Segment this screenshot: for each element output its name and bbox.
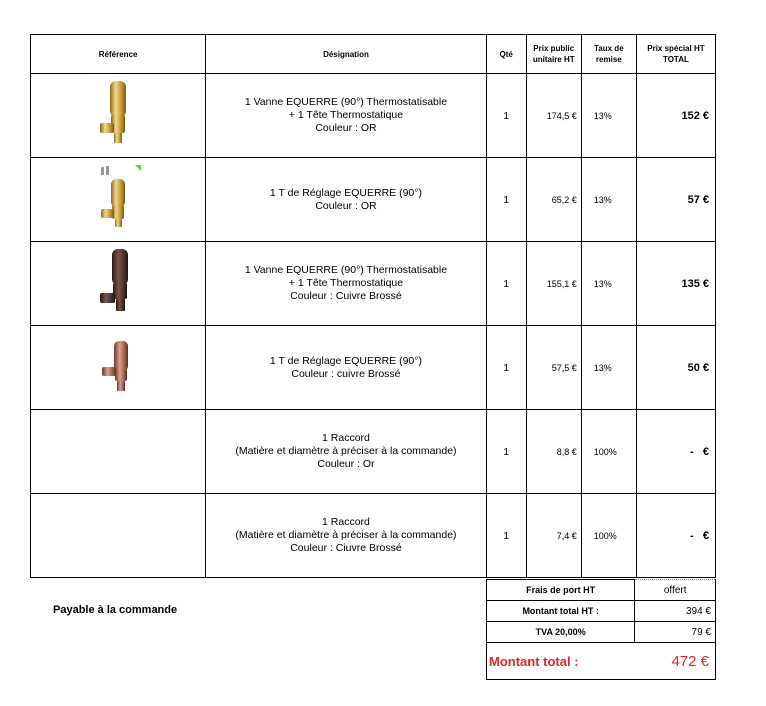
qty-cell: 1 (486, 158, 526, 242)
product-image-cell (31, 158, 206, 242)
header-total: Prix spécial HT TOTAL (636, 35, 715, 74)
total-cell: 57 € (636, 158, 715, 242)
taux-cell: 13% (581, 242, 636, 326)
table-row (31, 158, 716, 242)
designation-cell: 1 Vanne EQUERRE (90°) Thermostatisable + 1 Tête Thermostatique Couleur : OR (206, 74, 486, 158)
prix-cell: 65,2 € (526, 158, 581, 242)
summary-table (486, 579, 716, 680)
designation-cell: 1 T de Réglage EQUERRE (90°) Couleur : OR (206, 158, 486, 242)
grand-total-value: 472 € (635, 643, 716, 680)
dark-copper-thermostatic-valve-icon (96, 247, 140, 315)
header-row (31, 35, 716, 74)
total-cell: - € (636, 494, 715, 578)
header-designation: Désignation (206, 35, 486, 74)
designation-cell: 1 T de Réglage EQUERRE (90°) Couleur : cuivre Brossé (206, 326, 486, 410)
taux-cell: 100% (581, 494, 636, 578)
table-row (31, 410, 716, 494)
header-reference: Référence (31, 35, 206, 74)
qty-cell: 1 (486, 494, 526, 578)
subtotal-value: 394 € (635, 601, 716, 622)
prix-cell: 155,1 € (526, 242, 581, 326)
product-image-cell (31, 242, 206, 326)
quote-table (30, 34, 716, 578)
qty-cell: 1 (486, 410, 526, 494)
total-cell: 50 € (636, 326, 715, 410)
brass-thermostatic-valve-icon (98, 79, 138, 147)
copper-lockshield-valve-icon (96, 335, 140, 395)
table-row (31, 326, 716, 410)
payable-note: Payable à la commande (53, 604, 178, 616)
taux-cell: 13% (581, 74, 636, 158)
header-taux: Taux de remise (581, 35, 636, 74)
taux-cell: 100% (581, 410, 636, 494)
designation-cell: 1 Raccord (Matière et diamètre à préciser à la commande) Couleur : Or (206, 410, 486, 494)
brass-lockshield-valve-icon (93, 163, 143, 231)
tva-value: 79 € (635, 622, 716, 643)
designation-cell: 1 Raccord (Matière et diamètre à préciser à la commande) Couleur : Ciuvre Brossé (206, 494, 486, 578)
qty-cell: 1 (486, 242, 526, 326)
product-image-cell (31, 494, 206, 578)
total-cell: 135 € (636, 242, 715, 326)
table-row (31, 242, 716, 326)
total-cell: 152 € (636, 74, 715, 158)
subtotal-label: Montant total HT : (487, 601, 635, 622)
tva-row (487, 622, 716, 643)
tva-label: TVA 20,00% (487, 622, 635, 643)
shipping-row (487, 580, 716, 601)
subtotal-row (487, 601, 716, 622)
shipping-value: offert (635, 580, 716, 601)
shipping-label: Frais de port HT (487, 580, 635, 601)
table-row (31, 494, 716, 578)
prix-cell: 174,5 € (526, 74, 581, 158)
prix-cell: 57,5 € (526, 326, 581, 410)
table-row (31, 74, 716, 158)
product-image-cell (31, 410, 206, 494)
taux-cell: 13% (581, 326, 636, 410)
prix-cell: 7,4 € (526, 494, 581, 578)
designation-cell: 1 Vanne EQUERRE (90°) Thermostatisable + 1 Tête Thermostatique Couleur : Cuivre Brossé (206, 242, 486, 326)
header-prix: Prix public unitaire HT (526, 35, 581, 74)
total-cell: - € (636, 410, 715, 494)
prix-cell: 8,8 € (526, 410, 581, 494)
qty-cell: 1 (486, 326, 526, 410)
product-image-cell (31, 326, 206, 410)
qty-cell: 1 (486, 74, 526, 158)
taux-cell: 13% (581, 158, 636, 242)
grand-total-row (487, 643, 716, 680)
header-qty: Qté (486, 35, 526, 74)
product-image-cell (31, 74, 206, 158)
grand-total-label: Montant total : (487, 643, 635, 680)
